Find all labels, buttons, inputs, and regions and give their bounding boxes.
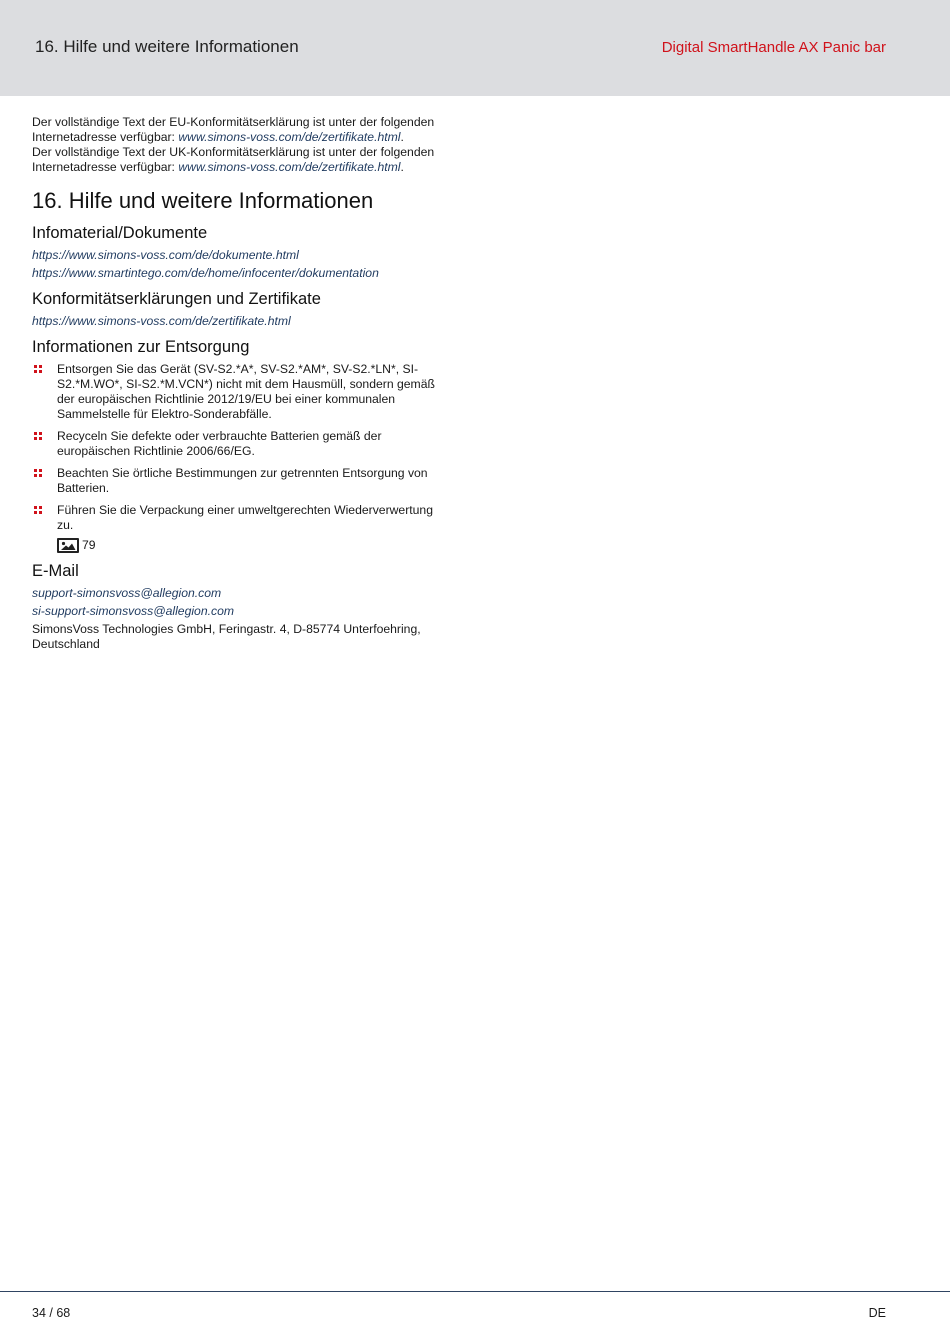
company-address: SimonsVoss Technologies GmbH, Feringastr. 4, D-85774 Unterfoehring, Deutschland xyxy=(32,622,421,651)
infomaterial-section xyxy=(32,223,444,281)
image-reference-number: 79 xyxy=(82,538,96,552)
bullet-icon xyxy=(34,365,42,373)
disposal-list xyxy=(32,362,444,533)
support-email-link[interactable]: support-simonsvoss@allegion.com xyxy=(32,586,222,600)
konformitaet-section xyxy=(32,289,444,329)
header-product-name: Digital SmartHandle AX Panic bar xyxy=(661,39,886,56)
eu-declaration-paragraph: Der vollständige Text der EU-Konformitätserklärung ist unter der folgenden Internetadresse verfügbar: www.simons-voss.com/de/zertifikate.html. xyxy=(32,115,435,144)
page-header xyxy=(0,0,950,96)
list-item: Führen Sie die Verpackung einer umweltgerechten Wiederverwertung zu. xyxy=(32,503,444,533)
smartintego-documents-link[interactable]: https://www.smartintego.com/de/home/infocenter/dokumentation xyxy=(32,266,379,280)
uk-declaration-link[interactable]: www.simons-voss.com/de/zertifikate.html xyxy=(178,160,401,174)
bullet-icon xyxy=(34,469,42,477)
chapter-heading: 16. Hilfe und weitere Informationen xyxy=(32,188,374,213)
uk-declaration-paragraph: Der vollständige Text der UK-Konformitätserklärung ist unter der folgenden Internetadresse verfügbar: www.simons-voss.com/de/zertifikate.html. xyxy=(32,145,435,174)
konformitaet-title: Konformitätserklärungen und Zertifikate xyxy=(32,290,321,308)
footer-divider xyxy=(0,1291,950,1292)
infomaterial-title: Infomaterial/Dokumente xyxy=(32,224,208,242)
image-reference[interactable] xyxy=(32,538,444,553)
bullet-icon xyxy=(34,432,42,440)
page-content xyxy=(32,115,444,660)
documents-link[interactable]: https://www.simons-voss.com/de/dokumente.html xyxy=(32,248,299,262)
entsorgung-title: Informationen zur Entsorgung xyxy=(32,338,250,356)
bullet-icon xyxy=(34,506,42,514)
si-support-email-link[interactable]: si-support-simonsvoss@allegion.com xyxy=(32,604,235,618)
image-icon xyxy=(57,538,79,553)
email-title: E-Mail xyxy=(32,562,79,580)
entsorgung-section xyxy=(32,337,444,553)
eu-declaration-link[interactable]: www.simons-voss.com/de/zertifikate.html xyxy=(178,130,401,144)
list-item: Entsorgen Sie das Gerät (SV-S2.*A*, SV-S2.*AM*, SV-S2.*LN*, SI-S2.*M.WO*, SI-S2.*M.VCN*) nicht mit dem Hausmüll, sondern gemäß der europäischen Richtlinie 2012/19/EU bei einer kommunalen Sammelstelle für Elektro-Sonderabfälle. xyxy=(32,362,444,422)
header-section-title: 16. Hilfe und weitere Informationen xyxy=(35,37,299,56)
email-section xyxy=(32,561,444,652)
page-number: 34 / 68 xyxy=(32,1306,71,1320)
list-item: Recyceln Sie defekte oder verbrauchte Batterien gemäß der europäischen Richtlinie 2006/66/EG. xyxy=(32,429,444,459)
language-code: DE xyxy=(868,1306,886,1320)
list-item: Beachten Sie örtliche Bestimmungen zur getrennten Entsorgung von Batterien. xyxy=(32,466,444,496)
certificates-link[interactable]: https://www.simons-voss.com/de/zertifikate.html xyxy=(32,314,291,328)
